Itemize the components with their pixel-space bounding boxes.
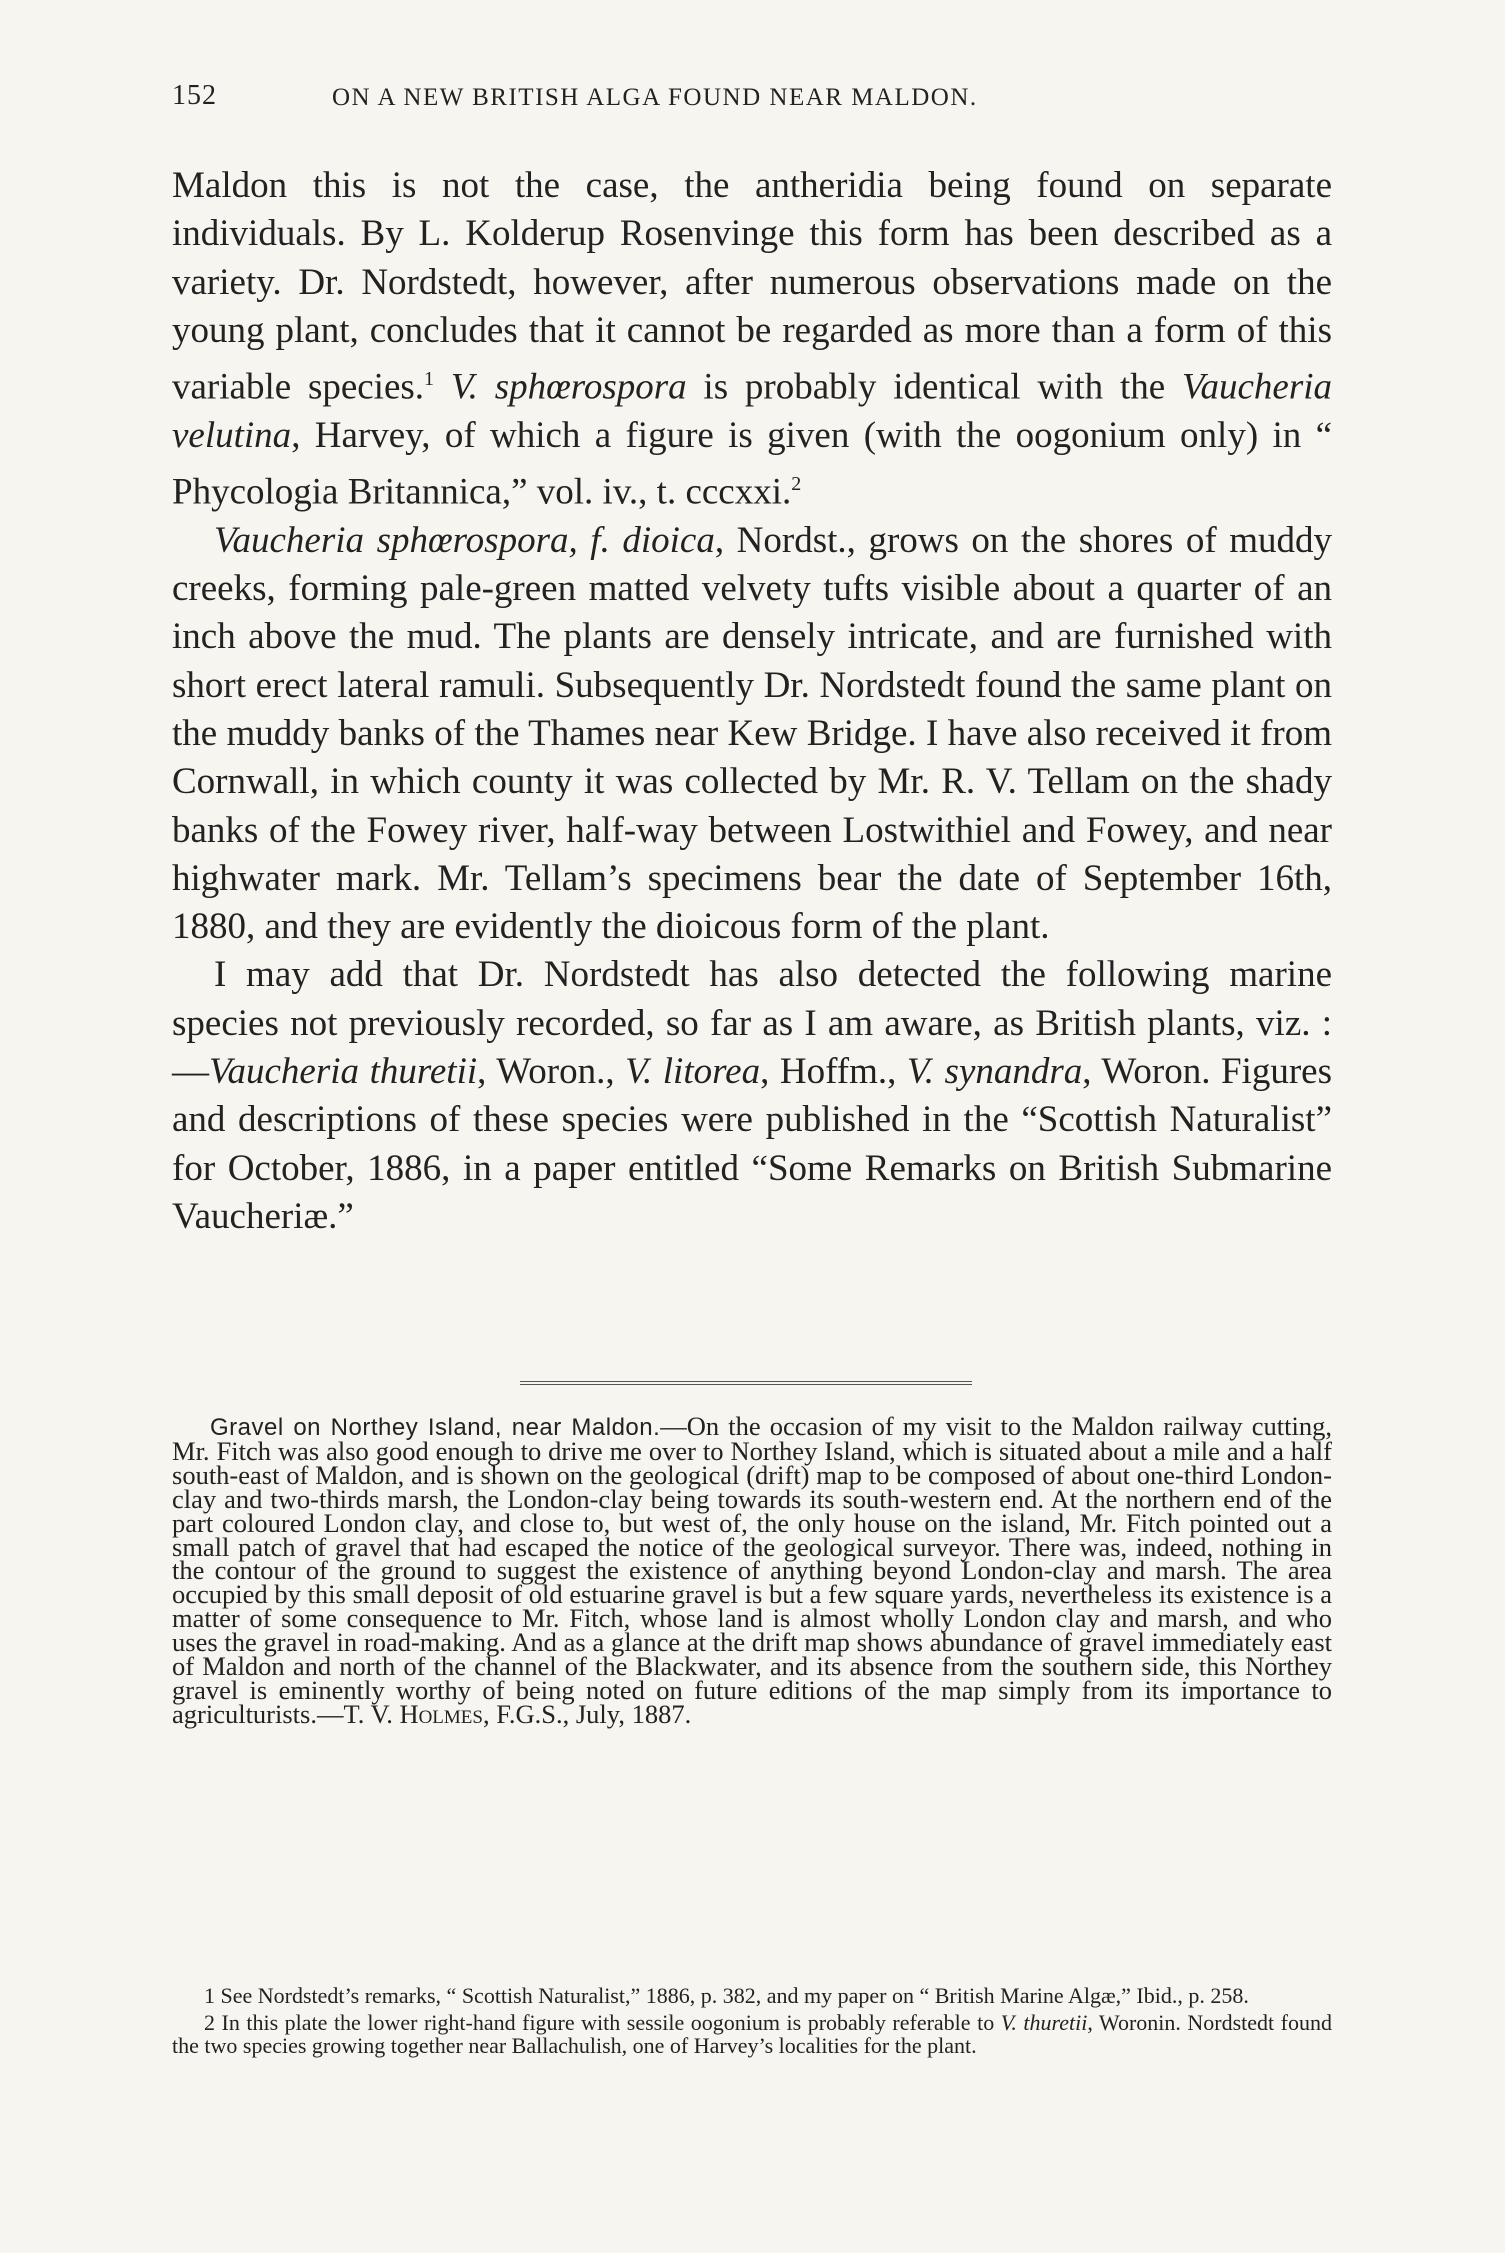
paragraph-2 bbox=[172, 517, 1332, 952]
p3-species-2: V. litorea bbox=[625, 1051, 761, 1092]
p1-text-c: is probably identical with the bbox=[686, 366, 1182, 408]
footnote-2-text-c: , Woronin. Nordstedt found the two species growing together near Ballachulish, one of Harvey’s localities for the plant. bbox=[172, 2010, 1333, 2058]
note-tail: , F.G.S., July, 1887. bbox=[483, 1698, 692, 1729]
p3-text-e: , Hoffm., bbox=[760, 1051, 907, 1092]
p3-species-1: Vaucheria thuretii bbox=[209, 1051, 478, 1092]
p3-species-3: V. synandra bbox=[906, 1051, 1083, 1092]
p3-text-a: I may add that Dr. Nordstedt has also detected the following marine species not previously recorded, so far as I am aware, as British plants, viz. :— bbox=[172, 954, 1332, 1092]
p1-text-a: Maldon this is not the case, the antheridia being found on separate individuals. By L. Kolderup Rosenvinge this form has been described as a variety. Dr. Nordstedt, however, after numerous observations made on the young plant, concludes that it cannot be regarded as more than a form of this variable species. bbox=[172, 165, 1332, 408]
p1-species-name: V. sphœrospora bbox=[450, 366, 687, 408]
p3-text-g: , Woron. Figures and descriptions of these species were published in the “Scottish Naturalist” for October, 1886, in a paper entitled “Some Remarks on British Submarine Vaucheriæ.” bbox=[172, 1051, 1333, 1237]
main-text bbox=[172, 162, 1332, 1241]
footnote-2-text-a: 2 In this plate the lower right-hand figure with sessile oogonium is probably referable to bbox=[204, 2010, 1001, 2035]
running-title: ON A NEW BRITISH ALGA FOUND NEAR MALDON. bbox=[332, 84, 978, 111]
paragraph-3 bbox=[172, 951, 1332, 1241]
note-heading: Gravel on Northey Island, near Maldon. bbox=[210, 1414, 661, 1441]
p2-text: , Nordst., grows on the shores of muddy creeks, forming pale-green matted velvety tufts visible about a quarter of an inch above the mud. The plants are densely intricate, and are furnished with short erect lateral ramuli. Subsequently Dr. Nordstedt found the same plant on the muddy banks of the Thames near Kew Bridge. I have also received it from Cornwall, in which county it was collected by Mr. R. V. Tellam on the shady banks of the Fowey river, half-way between Lostwithiel and Fowey, and near highwater mark. Mr. Tellam’s specimens bear the date of September 16th, 1880, and they are evidently the dioicous form of the plant. bbox=[172, 519, 1332, 948]
p3-text-c: , Woron., bbox=[477, 1051, 626, 1092]
note-paragraph bbox=[172, 1411, 1333, 1729]
footnote-2-species: V. thuretii bbox=[1000, 2010, 1088, 2035]
page-number: 152 bbox=[172, 80, 217, 111]
paragraph-1 bbox=[172, 162, 1332, 517]
footnote-1: 1 See Nordstedt’s remarks, “ Scottish Naturalist,” 1886, p. 382, and my paper on “ British Marine Algæ,” Ibid., p. 258. bbox=[204, 1983, 1249, 2008]
note-author: Holmes bbox=[399, 1698, 483, 1729]
footnote-ref-1: 1 bbox=[424, 368, 435, 391]
p1-species-name-2: Vaucheria velutina bbox=[172, 366, 1332, 456]
p2-species-name: Vaucheria sphœrospora, f. dioica bbox=[214, 519, 715, 561]
footnotes bbox=[172, 1984, 1332, 2061]
p1-text-e: , Harvey, of which a figure is given (with the oogonium only) in “ Phycologia Britannica,” vol. iv., t. cccxxi. bbox=[172, 414, 1332, 513]
footnote-ref-2: 2 bbox=[791, 473, 802, 496]
note-text: —On the occasion of my visit to the Maldon railway cutting, Mr. Fitch was also good enough to drive me over to Northey Island, which is situated about a mile and a half south-east of Maldon, and is shown on the geological (drift) map to be composed of about one-third London-clay and two-thirds marsh, the London-clay being towards its south-western end. At the northern end of the part coloured London clay, and close to, but west of, the only house on the island, Mr. Fitch pointed out a small patch of gravel that had escaped the notice of the geological surveyor. There was, indeed, nothing in the contour of the ground to suggest the existence of anything beyond London-clay and marsh. The area occupied by this small deposit of old estuarine gravel is but a few square yards, nevertheless its existence is a matter of some consequence to Mr. Fitch, whose land is almost wholly London clay and marsh, and who uses the gravel in road-making. And as a glance at the drift map shows abundance of gravel immediately east of Maldon and north of the channel of the Blackwater, and its absence from the southern side, this Northey gravel is eminently worthy of being noted on future editions of the map simply from its importance to agriculturists.—T. V. bbox=[172, 1411, 1333, 1729]
footnote-2 bbox=[172, 2011, 1332, 2057]
section-divider bbox=[520, 1381, 972, 1385]
